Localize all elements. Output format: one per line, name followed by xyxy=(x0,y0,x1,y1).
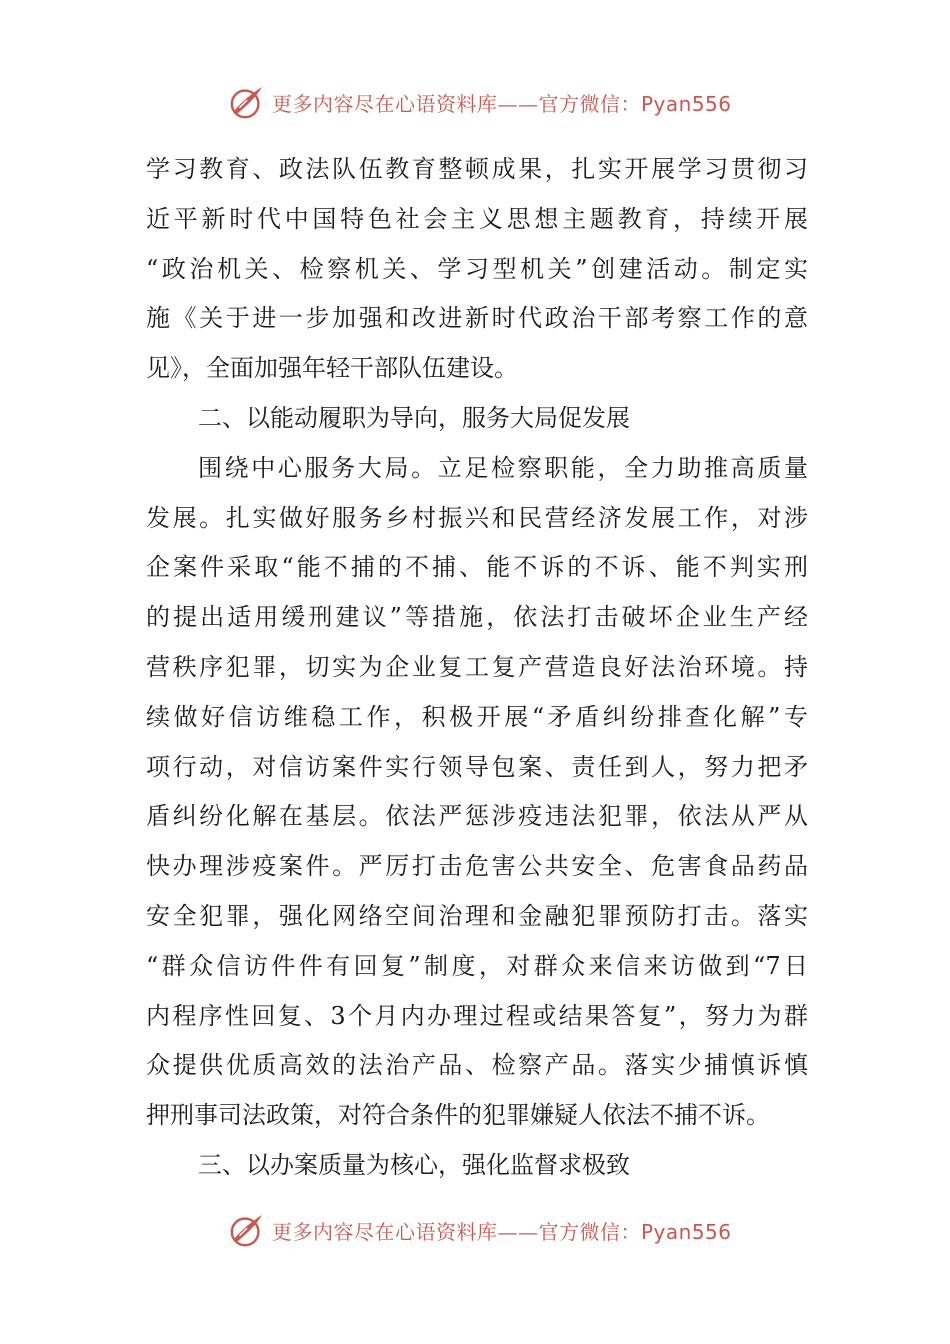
body-line: “群众信访件件有回复”制度，对群众来信来访做到“7日 xyxy=(146,951,808,980)
footer-site-text: 更多内容尽在心语资料库 xyxy=(272,1219,498,1244)
body-line: 近平新时代中国特色社会主义思想主题教育，持续开展 xyxy=(146,204,808,233)
header-banner-text xyxy=(272,88,732,117)
body-line: 学习教育、政法队伍教育整顿成果，扎实开展学习贯彻习 xyxy=(146,155,808,183)
header-watermark-banner xyxy=(228,82,748,122)
body-line: 安全犯罪，强化网络空间治理和金融犯罪预防打击。落实 xyxy=(146,901,808,930)
quill-logo-icon xyxy=(228,83,266,121)
body-line: 企案件采取“能不捕的不捕、能不诉的不诉、能不判实刑 xyxy=(146,553,808,582)
document-body xyxy=(146,145,808,1191)
body-line: 续做好信访维稳工作，积极开展“矛盾纠纷排查化解”专 xyxy=(146,702,808,731)
body-line: 众提供优质高效的法治产品、检察产品。落实少捕慎诉慎 xyxy=(146,1051,808,1080)
body-line: 快办理涉疫案件。严厉打击危害公共安全、危害食品药品 xyxy=(146,852,808,881)
body-line: 施《关于进一步加强和改进新时代政治干部考察工作的意 xyxy=(146,304,808,333)
footer-banner-text xyxy=(272,1216,732,1245)
section-heading: 二、以能动履职为导向，服务大局促发展 xyxy=(198,403,630,432)
body-line: 押刑事司法政策，对符合条件的犯罪嫌疑人依法不捕不诉。 xyxy=(146,1101,770,1130)
footer-wechat-text: 官方微信：Pyan556 xyxy=(538,1219,732,1244)
header-site-text: 更多内容尽在心语资料库 xyxy=(272,91,498,116)
body-line: 营秩序犯罪，切实为企业复工复产营造良好法治环境。持 xyxy=(146,652,808,681)
header-wechat-text: 官方微信：Pyan556 xyxy=(538,91,732,116)
section-heading: 三、以办案质量为核心，强化监督求极致 xyxy=(198,1150,630,1179)
body-line: 项行动，对信访案件实行领导包案、责任到人，努力把矛 xyxy=(146,752,808,781)
footer-separator: —— xyxy=(497,1219,539,1244)
body-line: 见》，全面加强年轻干部队伍建设。 xyxy=(146,354,518,383)
quill-logo-icon xyxy=(228,1211,266,1249)
header-separator: —— xyxy=(497,91,539,116)
body-line: 盾纠纷化解在基层。依法严惩涉疫违法犯罪，依法从严从 xyxy=(146,802,808,831)
body-line: 内程序性回复、3个月内办理过程或结果答复”，努力为群 xyxy=(146,1001,808,1030)
body-line: 围绕中心服务大局。立足检察职能，全力助推高质量 xyxy=(198,453,808,482)
footer-watermark-banner xyxy=(228,1210,748,1250)
body-line: “政治机关、检察机关、学习型机关”创建活动。制定实 xyxy=(146,254,808,283)
body-line: 的提出适用缓刑建议”等措施，依法打击破坏企业生产经 xyxy=(146,603,808,632)
body-line: 发展。扎实做好服务乡村振兴和民营经济发展工作，对涉 xyxy=(146,503,808,532)
